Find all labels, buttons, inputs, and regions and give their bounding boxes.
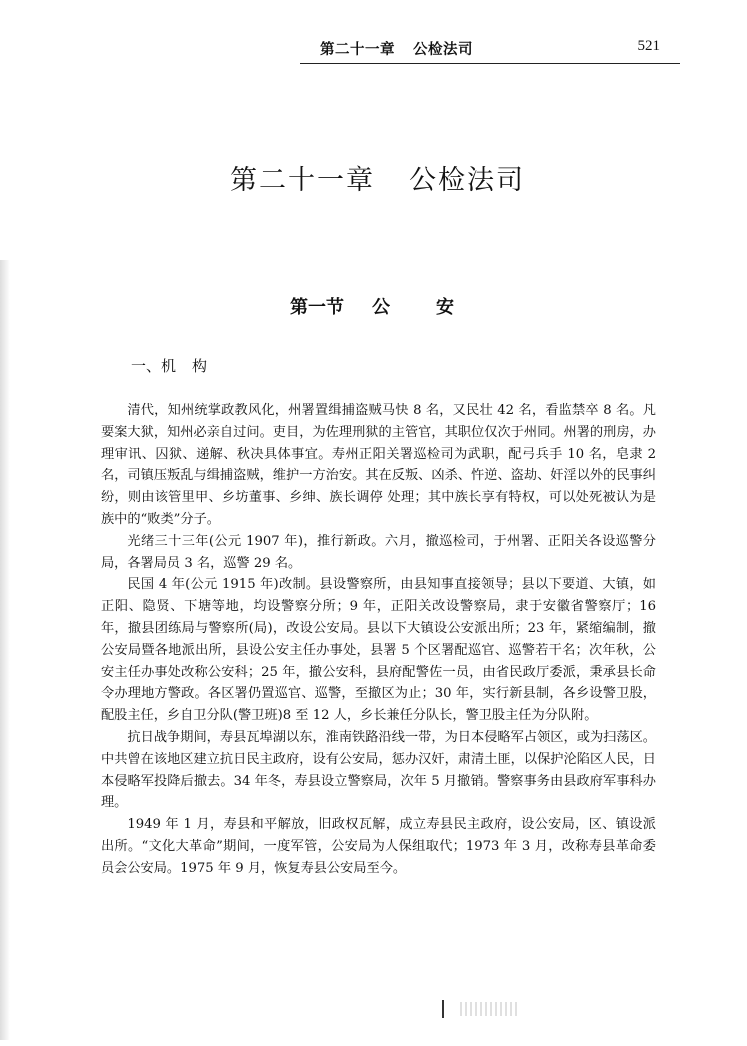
paragraph-guangxu: 光绪三十三年(公元 1907 年)，推行新政。六月，撤巡检司，于州署、正阳关各设巡警分局，各署局员 3 名，巡警 29 名。 xyxy=(101,533,656,571)
chapter-number: 第二十一章 xyxy=(230,165,375,196)
paragraph-1949: 1949 年 1 月，寿县和平解放，旧政权瓦解，成立寿县民主政府，设公安局，区、镇设派出所。“文化大革命”期间，一度军管，公安局为人保组取代；1973 年 3 月，改称寿县革命委员会公安局。1975 年 9 月，恢复寿县公安局至今。 xyxy=(101,817,656,876)
section-name-part1: 公 xyxy=(372,297,390,318)
running-head-title xyxy=(320,38,473,59)
subsection-label: 一、机 xyxy=(131,357,177,375)
header-rule xyxy=(300,63,680,64)
section-name-part2: 安 xyxy=(436,297,454,318)
running-head-chapter-title: 公检法司 xyxy=(413,42,473,58)
paragraph-qing-dynasty: 清代，知州统掌政教风化，州署置缉捕盗贼马快 8 名，又民壮 42 名，看监禁卒 8 名。凡要案大狱，知州必亲自过问。吏目，为佐理刑狱的主管官，其职位仅次于州同。州署的刑房，办理审讯、囚狱、递解、秋决具体事宜。寿州正阳关署巡检司为武职，配弓兵手 10 名，皂隶 2 名，司镇压叛乱与缉捕盗贼，维护一方治安。其在反叛、凶杀、忤逆、盗劫、奸淫以外的民事纠纷，则由该管里甲、乡坊董事、乡绅、族长调停 处理；其中族长享有特权，可以处死被认为是族中的“败类”分子。 xyxy=(101,403,656,527)
scan-edge-shadow xyxy=(0,260,10,1040)
chapter-name: 公检法司 xyxy=(409,165,525,196)
section-title xyxy=(290,293,454,319)
subsection-label-2: 构 xyxy=(192,357,208,375)
running-head xyxy=(300,38,680,60)
running-head-chapter: 第二十一章 xyxy=(320,42,395,58)
paragraph-anti-japanese-war: 抗日战争期间，寿县瓦埠湖以东，淮南铁路沿线一带，为日本侵略军占领区，或为扫荡区。中共曾在该地区建立抗日民主政府，设有公安局，惩办汉奸，肃清土匪，以保护沦陷区人民，日本侵略军投降后撤去。34 年冬，寿县设立警察局，次年 5 月撤销。警察事务由县政府军事科办理。 xyxy=(101,729,656,811)
scan-artifact-noise xyxy=(460,1002,520,1016)
chapter-title xyxy=(230,158,525,197)
scan-artifact-line xyxy=(442,1000,444,1018)
subsection-title xyxy=(131,355,207,376)
section-number: 第一节 xyxy=(290,297,344,318)
body-text xyxy=(101,400,656,880)
page-number: 521 xyxy=(637,38,660,54)
paragraph-republic: 民国 4 年(公元 1915 年)改制。县设警察所，由县知事直接领导；县以下要道、大镇，如正阳、隐贤、下塘等地，均设警察分所；9 年，正阳关改设警察局，隶于安徽省警察厅；16 年，撤县团练局与警察所(局)，改设公安局。县以下大镇设公安派出所；23 年，紧缩编制，撤公安局暨各地派出所，县设公安主任办事处，县署 5 个区署配巡官、巡警若干名；次年秋，公安主任办事处改称公安科；25 年，撤公安科，县府配警佐一员，由省民政厅委派，秉承县长命令办理地方警政。各区署仍置巡官、巡警，至撤区为止；30 年，实行新县制，各乡设警卫股，配股主任，乡自卫分队(警卫班)8 至 12 人，乡长兼任分队长，警卫股主任为分队附。 xyxy=(101,577,656,724)
